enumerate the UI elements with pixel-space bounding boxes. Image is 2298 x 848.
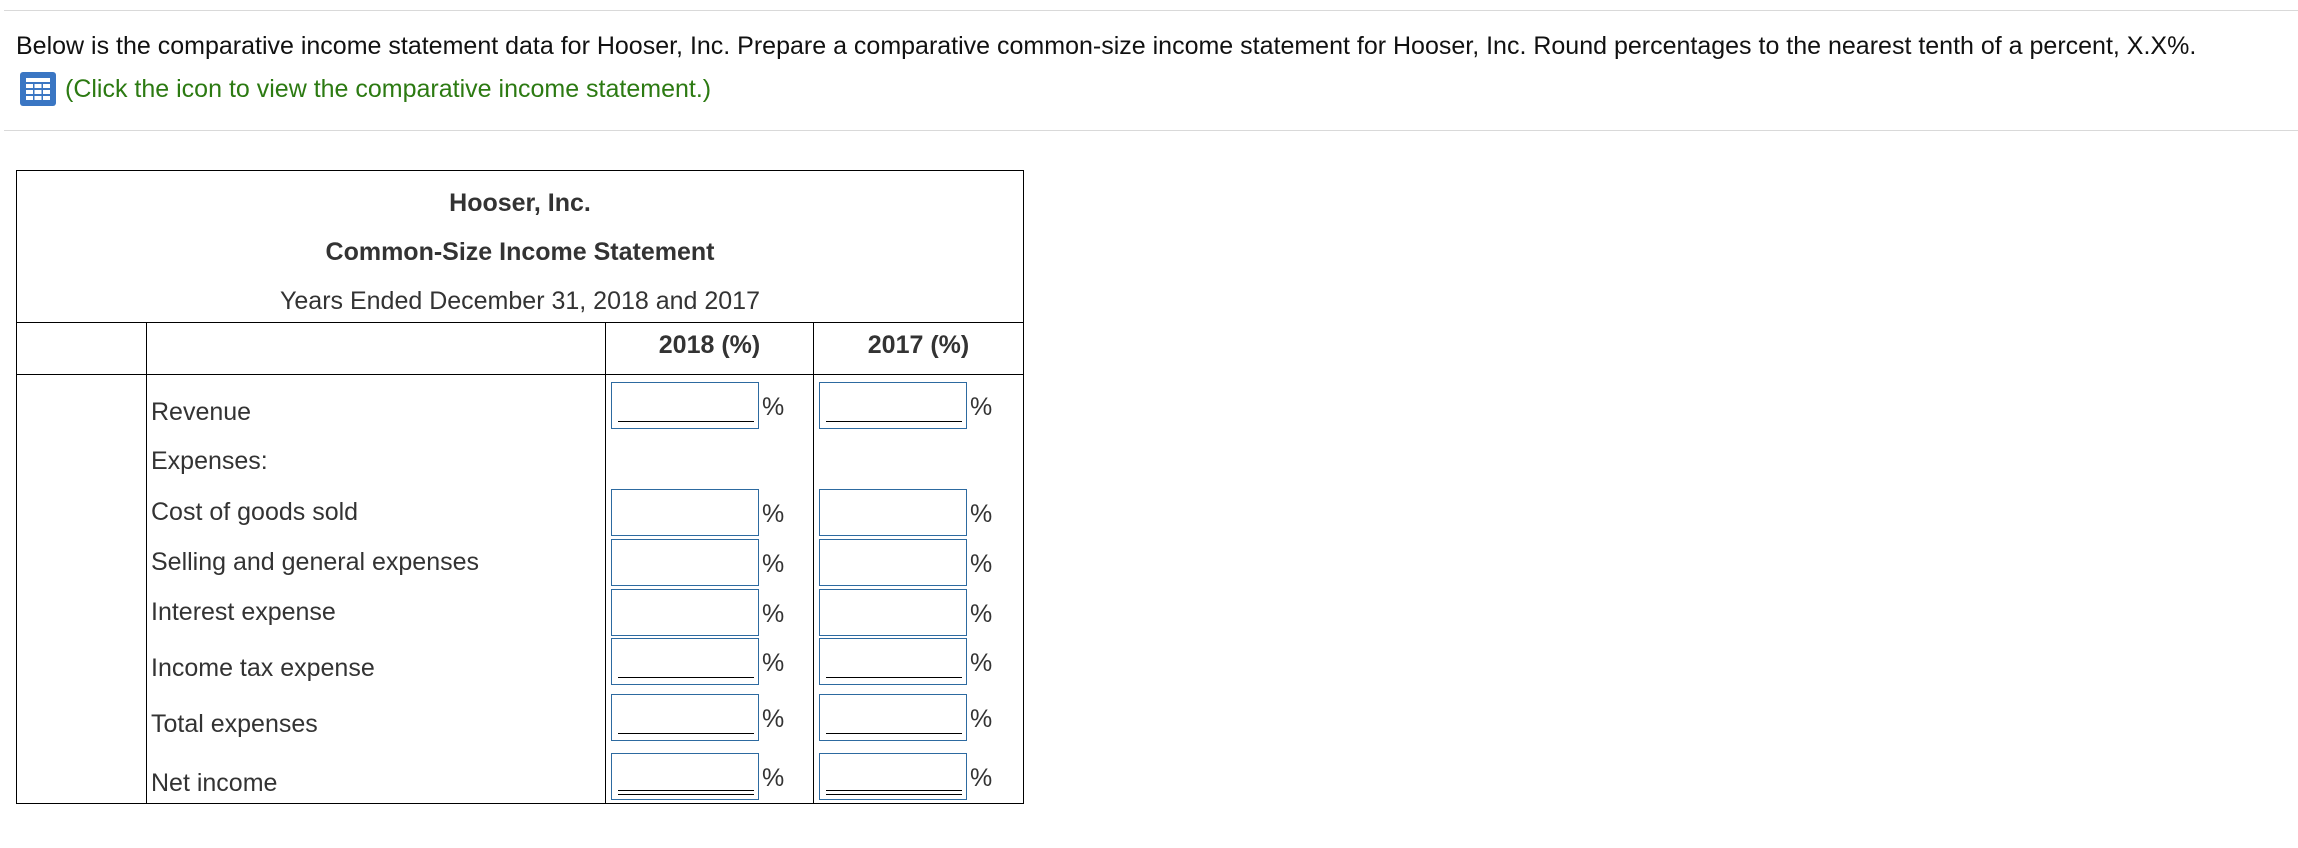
percent-input-2018[interactable] bbox=[612, 695, 758, 740]
answer-box-2018[interactable] bbox=[611, 382, 759, 429]
column-header-2017: 2017 (%) bbox=[867, 331, 970, 359]
percent-symbol: % bbox=[762, 764, 785, 792]
row-label: Net income bbox=[151, 769, 278, 797]
percent-symbol: % bbox=[762, 649, 785, 677]
answer-box-2017[interactable] bbox=[819, 489, 967, 536]
percent-input-2018[interactable] bbox=[612, 540, 758, 585]
question-instruction: Below is the comparative income statement data for Hooser, Inc. Prepare a comparative common-size income statement for Hooser, Inc. Round percentages to the nearest tenth of a percent, X.X%. bbox=[16, 32, 2197, 60]
answer-box-2017[interactable] bbox=[819, 539, 967, 586]
percent-symbol: % bbox=[970, 649, 993, 677]
column-header-divider bbox=[17, 374, 1023, 375]
view-statement-link[interactable] bbox=[20, 71, 711, 107]
percent-symbol: % bbox=[970, 600, 993, 628]
percent-symbol: % bbox=[970, 500, 993, 528]
col-2017-border bbox=[813, 322, 814, 804]
header-divider bbox=[17, 322, 1023, 323]
answer-box-2018[interactable] bbox=[611, 489, 759, 536]
answer-box-2018[interactable] bbox=[611, 753, 759, 800]
common-size-income-statement bbox=[16, 170, 1024, 804]
percent-symbol: % bbox=[762, 600, 785, 628]
statement-company: Hooser, Inc. bbox=[449, 189, 591, 217]
row-label: Interest expense bbox=[151, 598, 336, 626]
top-divider bbox=[4, 10, 2298, 11]
percent-symbol: % bbox=[970, 393, 993, 421]
percent-symbol: % bbox=[762, 550, 785, 578]
statement-period: Years Ended December 31, 2018 and 2017 bbox=[280, 287, 760, 315]
percent-input-2017[interactable] bbox=[820, 540, 966, 585]
row-label: Selling and general expenses bbox=[151, 548, 480, 576]
answer-box-2018[interactable] bbox=[611, 638, 759, 685]
row-label: Revenue bbox=[151, 398, 252, 426]
percent-input-2018[interactable] bbox=[612, 639, 758, 684]
percent-symbol: % bbox=[970, 550, 993, 578]
percent-input-2018[interactable] bbox=[612, 754, 758, 799]
label-column-border bbox=[146, 322, 147, 804]
percent-symbol: % bbox=[970, 764, 993, 792]
percent-input-2017[interactable] bbox=[820, 639, 966, 684]
percent-input-2017[interactable] bbox=[820, 695, 966, 740]
percent-symbol: % bbox=[762, 500, 785, 528]
percent-symbol: % bbox=[970, 705, 993, 733]
row-label: Income tax expense bbox=[151, 654, 375, 682]
percent-input-2017[interactable] bbox=[820, 590, 966, 635]
answer-box-2018[interactable] bbox=[611, 589, 759, 636]
percent-input-2018[interactable] bbox=[612, 383, 758, 428]
row-label: Expenses: bbox=[151, 447, 268, 475]
answer-box-2017[interactable] bbox=[819, 753, 967, 800]
view-statement-link-text[interactable]: (Click the icon to view the comparative income statement.) bbox=[65, 74, 712, 103]
percent-input-2018[interactable] bbox=[612, 590, 758, 635]
percent-input-2018[interactable] bbox=[612, 490, 758, 535]
statement-title: Common-Size Income Statement bbox=[325, 238, 715, 266]
answer-box-2017[interactable] bbox=[819, 589, 967, 636]
answer-box-2017[interactable] bbox=[819, 694, 967, 741]
col-2018-border bbox=[605, 322, 606, 804]
percent-input-2017[interactable] bbox=[820, 490, 966, 535]
table-grid-icon[interactable] bbox=[20, 72, 56, 106]
row-label: Total expenses bbox=[151, 710, 318, 738]
percent-input-2017[interactable] bbox=[820, 383, 966, 428]
answer-box-2018[interactable] bbox=[611, 694, 759, 741]
percent-input-2017[interactable] bbox=[820, 754, 966, 799]
row-label: Cost of goods sold bbox=[151, 498, 359, 526]
percent-symbol: % bbox=[762, 705, 785, 733]
column-header-2018: 2018 (%) bbox=[658, 331, 761, 359]
percent-symbol: % bbox=[762, 393, 785, 421]
answer-box-2018[interactable] bbox=[611, 539, 759, 586]
section-divider bbox=[4, 130, 2298, 131]
answer-box-2017[interactable] bbox=[819, 382, 967, 429]
answer-box-2017[interactable] bbox=[819, 638, 967, 685]
